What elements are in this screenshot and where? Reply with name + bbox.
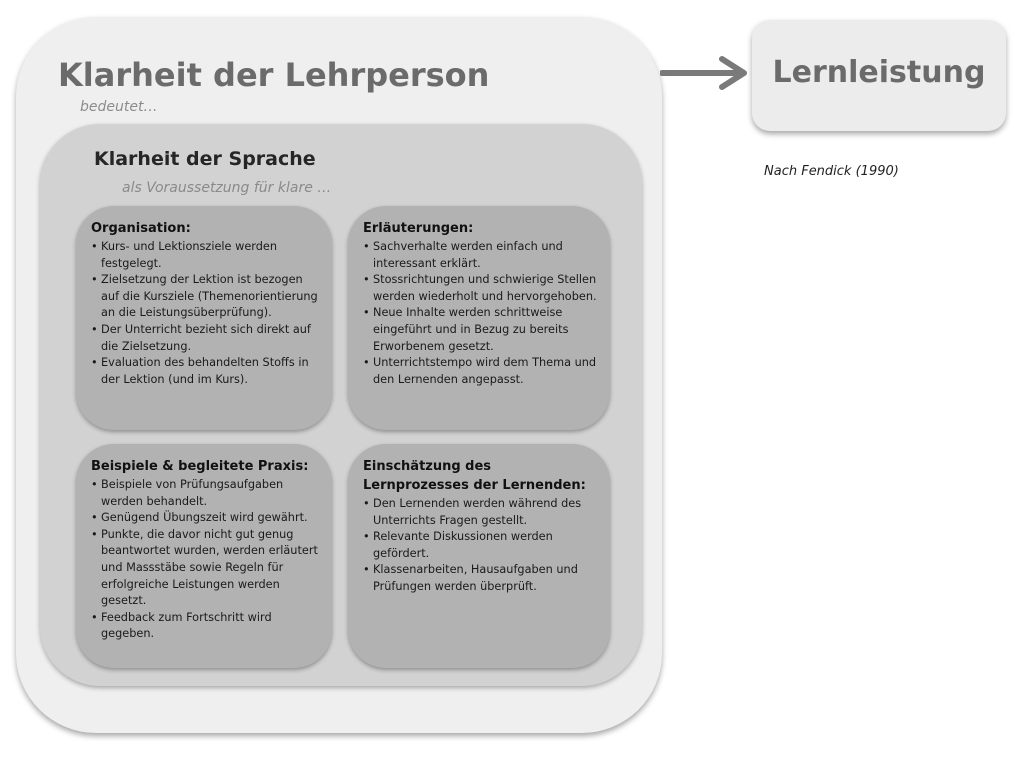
list-item: • Evaluation des behandelten Stoffs in der Lektion (und im Kurs).: [91, 355, 320, 388]
list-item: • Zielsetzung der Lektion ist bezogen auf die Kursziele (Themenorientierung an die Leistungsüberprüfung).: [91, 272, 320, 322]
bullet-list: [91, 477, 320, 643]
result-title: Lernleistung: [772, 55, 986, 90]
inner-subtitle: als Voraussetzung für klare …: [122, 180, 332, 196]
bullet-list: [363, 496, 598, 596]
bullet-list: [91, 239, 320, 388]
list-item: • Beispiele von Prüfungsaufgaben werden behandelt.: [91, 477, 320, 510]
box-einschaetzung: [348, 444, 610, 668]
outer-subtitle: bedeutet…: [80, 99, 158, 115]
inner-title: Klarheit der Sprache: [94, 148, 316, 170]
box-erlaeuterungen: [348, 206, 610, 430]
box-title: Beispiele & begleitete Praxis:: [91, 459, 309, 474]
list-item: • Der Unterricht bezieht sich direkt auf die Zielsetzung.: [91, 322, 320, 355]
result-box: [752, 20, 1006, 131]
list-item: • Den Lernenden werden während des Unterrichts Fragen gestellt.: [363, 496, 598, 529]
list-item: • Stossrichtungen und schwierige Stellen werden wiederholt und hervorgehoben.: [363, 272, 598, 305]
source-citation: Nach Fendick (1990): [764, 164, 899, 179]
list-item: • Kurs- und Lektionsziele werden festgelegt.: [91, 239, 320, 272]
list-item: • Neue Inhalte werden schrittweise eingeführt und in Bezug zu bereits Erworbenem gesetzt.: [363, 305, 598, 355]
list-item: • Genügend Übungszeit wird gewährt.: [91, 510, 320, 527]
list-item: • Feedback zum Fortschritt wird gegeben.: [91, 610, 320, 643]
list-item: • Sachverhalte werden einfach und interessant erklärt.: [363, 239, 598, 272]
right-arrow-icon: [660, 55, 752, 91]
list-item: • Klassenarbeiten, Hausaufgaben und Prüfungen werden überprüft.: [363, 562, 598, 595]
box-title: Erläuterungen:: [363, 221, 474, 236]
box-title: Organisation:: [91, 221, 191, 236]
list-item: • Unterrichtstempo wird dem Thema und den Lernenden angepasst.: [363, 355, 598, 388]
bullet-list: [363, 239, 598, 388]
list-item: • Relevante Diskussionen werden gefördert.: [363, 529, 598, 562]
box-organisation: [76, 206, 332, 430]
box-title: Einschätzung des Lernprozesses der Lernenden:: [363, 459, 586, 493]
outer-title: Klarheit der Lehrperson: [58, 56, 490, 94]
list-item: • Punkte, die davor nicht gut genug beantwortet wurden, werden erläutert und Massstäbe sowie Regeln für erfolgreiche Leistungen werden gesetzt.: [91, 527, 320, 610]
box-beispiele: [76, 444, 332, 668]
